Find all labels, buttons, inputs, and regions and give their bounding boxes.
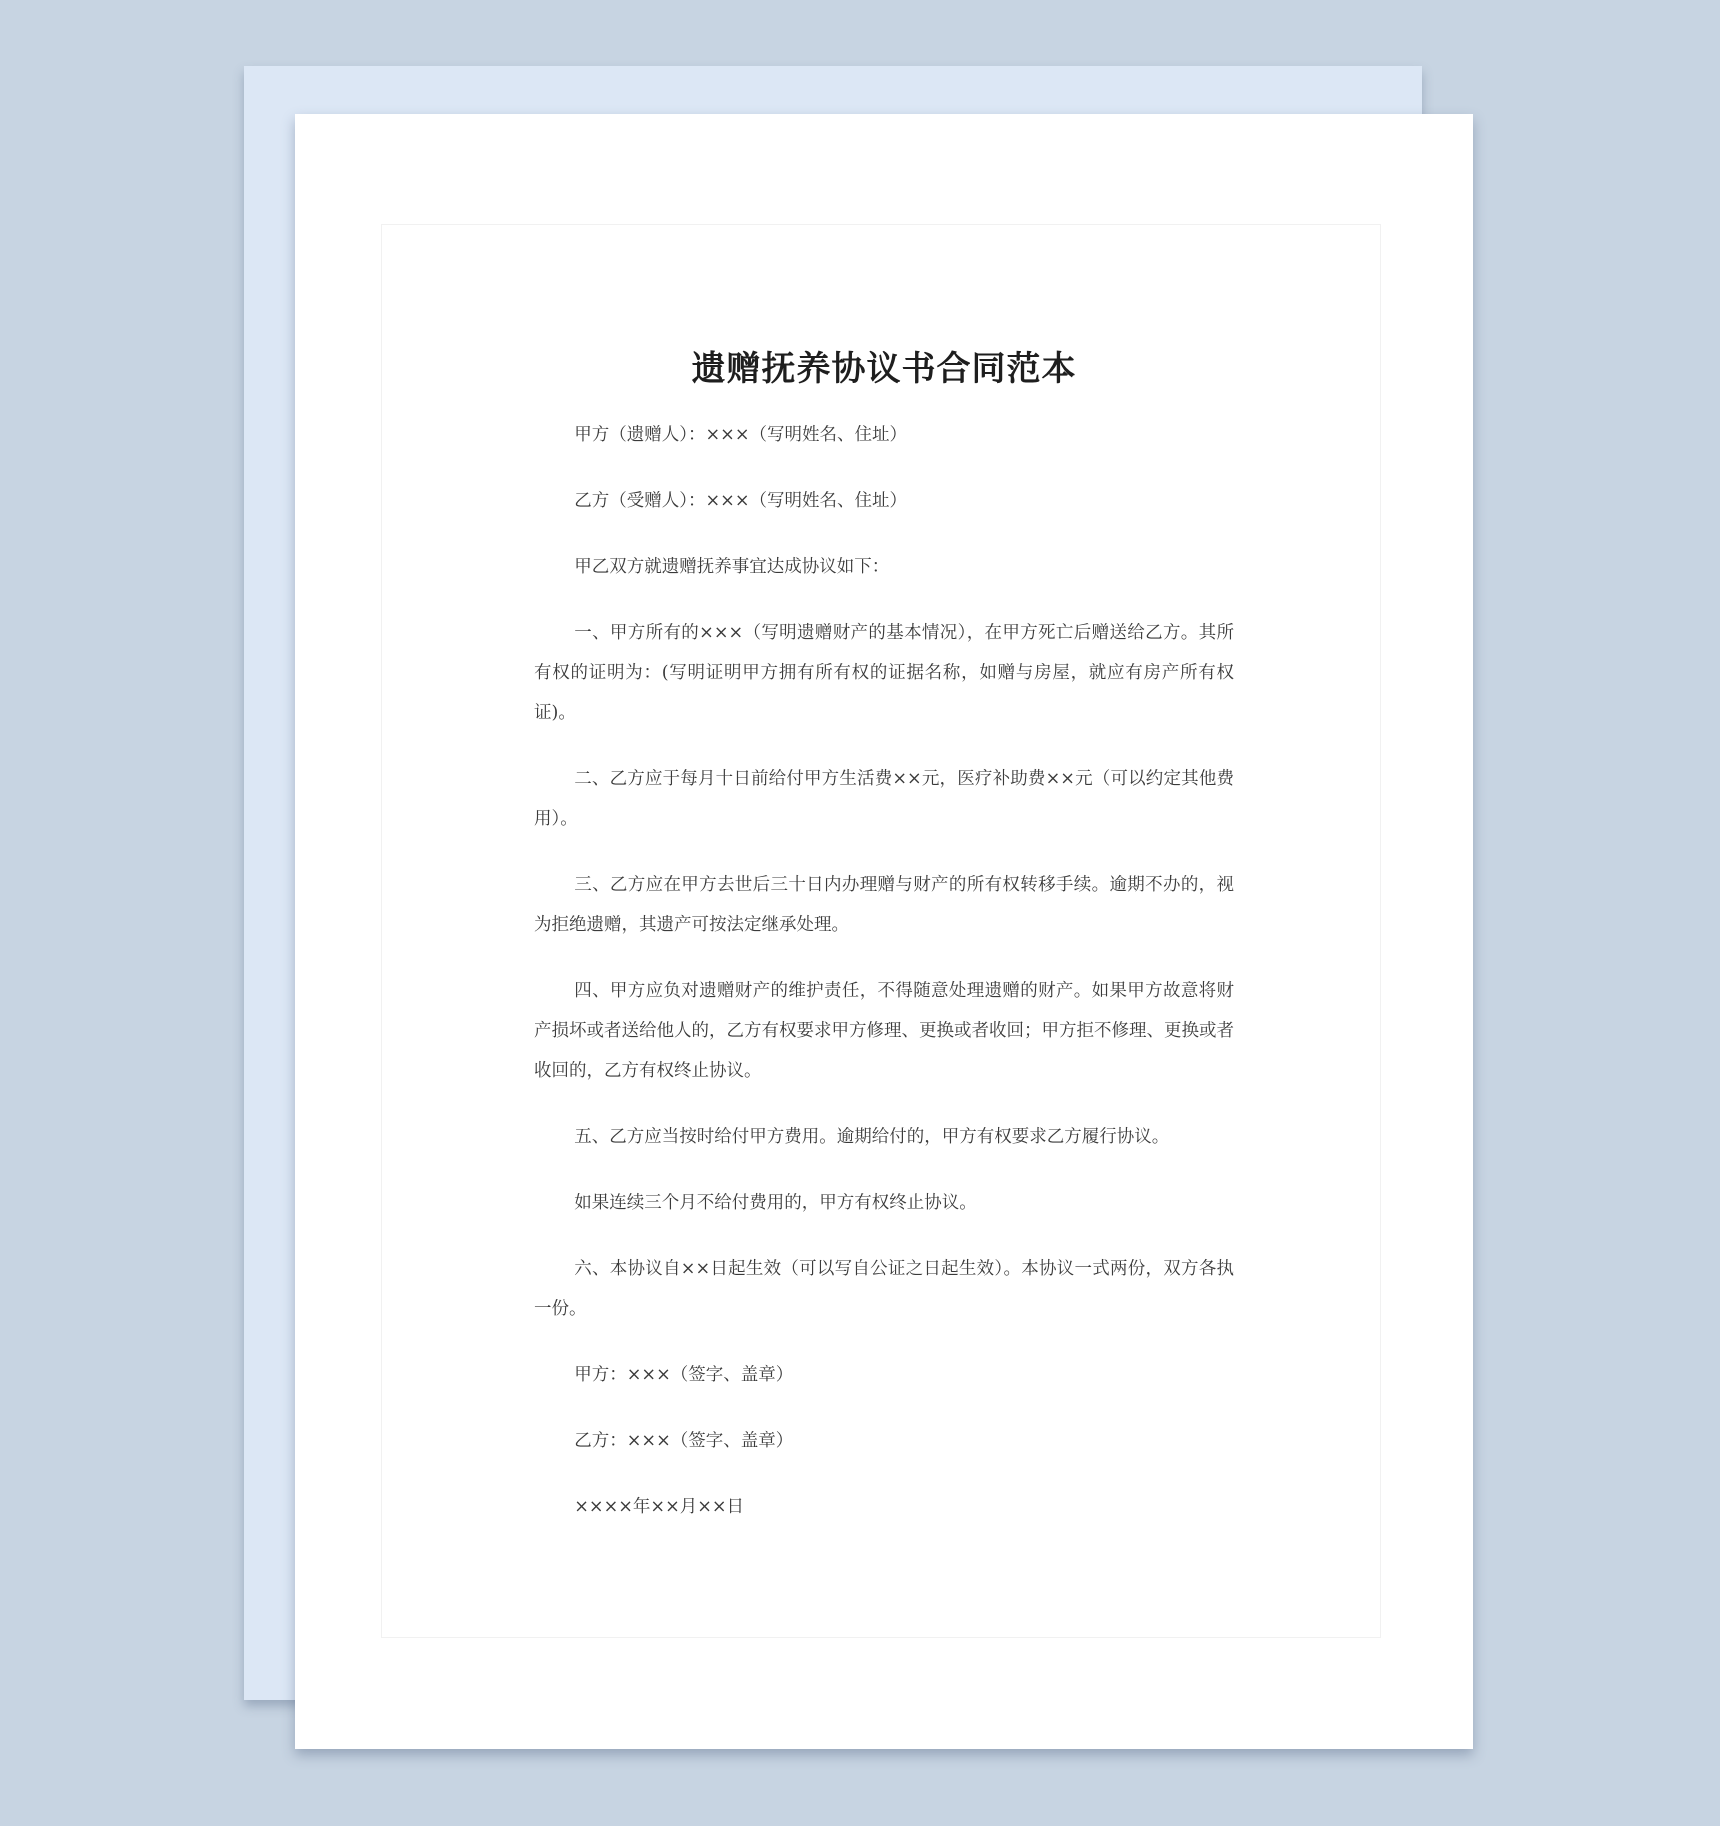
signature-party-a: 甲方：×××（签字、盖章） — [574, 1365, 794, 1385]
clause-3: 三、乙方应在甲方去世后三十日内办理赠与财产的所有权转移手续。逾期不办的，视为拒绝遗赠，其遗产可按法定继承处理。 — [534, 875, 1234, 935]
clause-4: 四、甲方应负对遗赠财产的维护责任，不得随意处理遗赠的财产。如果甲方故意将财产损坏或者送给他人的，乙方有权要求甲方修理、更换或者收回；甲方拒不修理、更换或者收回的，乙方有权终止协议。 — [534, 981, 1234, 1081]
clause-1: 一、甲方所有的×××（写明遗赠财产的基本情况），在甲方死亡后赠送给乙方。其所有权的证明为：(写明证明甲方拥有所有权的证据名称，如赠与房屋，就应有房产所有权证)。 — [534, 623, 1234, 723]
clause-6: 六、本协议自××日起生效（可以写自公证之日起生效）。本协议一式两份，双方各执一份。 — [534, 1259, 1234, 1319]
clause-2: 二、乙方应于每月十日前给付甲方生活费××元，医疗补助费××元（可以约定其他费用）。 — [534, 769, 1234, 829]
document-title: 遗赠抚养协议书合同范本 — [691, 349, 1077, 389]
signature-party-b: 乙方：×××（签字、盖章） — [574, 1431, 794, 1451]
document-body — [534, 346, 1234, 1553]
clause-5-supplement: 如果连续三个月不给付费用的，甲方有权终止协议。 — [574, 1193, 977, 1213]
clause-5: 五、乙方应当按时给付甲方费用。逾期给付的，甲方有权要求乙方履行协议。 — [574, 1127, 1170, 1147]
party-a-line: 甲方（遗赠人）：×××（写明姓名、住址） — [574, 425, 907, 445]
document-page — [295, 114, 1473, 1749]
party-b-line: 乙方（受赠人）：×××（写明姓名、住址） — [574, 491, 907, 511]
signing-date: ××××年××月××日 — [574, 1497, 745, 1517]
agreement-intro: 甲乙双方就遗赠抚养事宜达成协议如下： — [574, 557, 890, 577]
